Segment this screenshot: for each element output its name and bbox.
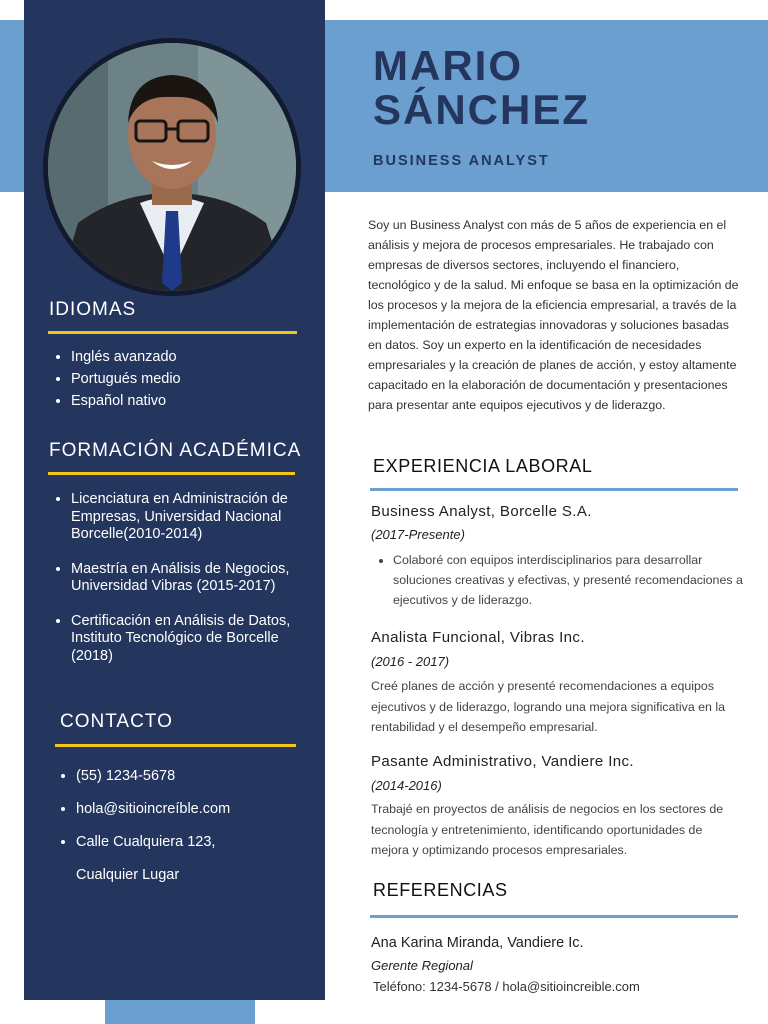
reference-name: Ana Karina Miranda, Vandiere Ic.	[371, 935, 584, 951]
job-description: Trabajé en proyectos de análisis de negocios en los sectores de tecnología y entretenimiento, identificando oportunidades de mejora y optimizando procesos empresariales.	[371, 802, 724, 857]
job-title: Analista Funcional, Vibras Inc.	[371, 629, 585, 646]
contact-email[interactable]: • hola@sitioincreíble.com	[76, 799, 326, 819]
contact-address-line2: Cualquier Lugar	[76, 867, 180, 883]
job-dates: (2017-Presente)	[371, 527, 465, 542]
contact-heading: CONTACTO	[60, 711, 173, 732]
contact-divider	[55, 744, 296, 747]
contact-list	[54, 766, 326, 898]
contact-address-line1: Calle Cualquiera 123,	[76, 834, 216, 850]
languages-heading: IDIOMAS	[49, 299, 137, 320]
job-bullets	[371, 550, 763, 610]
education-heading: FORMACIÓN ACADÉMICA	[49, 440, 302, 461]
references-heading: REFERENCIAS	[373, 880, 508, 900]
reference-contact[interactable]: Teléfono: 1234-5678 / hola@sitioincreible.com	[373, 979, 640, 994]
contact-phone[interactable]: • (55) 1234-5678	[76, 766, 326, 786]
education-item: • Certificación en Análisis de Datos, Instituto Tecnológico de Borcelle (2018)	[71, 613, 323, 666]
job-description: Creé planes de acción y presenté recomendaciones a equipos ejecutivos y de liderazgo, logrando una mejora significativa en la rentabilidad y el desempeño empresarial.	[371, 679, 726, 734]
profile-summary: Soy un Business Analyst con más de 5 años de experiencia en el análisis y mejora de procesos empresariales. He trabajado con empresas de diversos sectores, incluyendo el financiero, tecnológico y de la salud. Mi enfoque se basa en la optimización de los procesos y la mejora de la eficiencia empresarial, a través de la implementación de estrategias innovadoras y soluciones basadas en datos. Soy un experto en la identificación de necesidades empresariales y la creación de planes de acción, y estoy altamente capacitado en la elaboración de documentación y presentaciones para presentar ante equipos ejecutivos y de liderazgo.	[368, 218, 739, 412]
profile-photo	[43, 38, 301, 296]
bottom-accent-bar	[105, 1000, 255, 1024]
education-item: • Maestría en Análisis de Negocios, Universidad Vibras (2015-2017)	[71, 561, 323, 596]
job-title: Business Analyst, Borcelle S.A.	[371, 503, 592, 520]
job-bullet: • Colaboré con equipos interdisciplinarios para desarrollar soluciones creativas y efectivas, y presenté recomendaciones a ejecutivos y de liderazgo.	[393, 550, 763, 610]
job-role: BUSINESS ANALYST	[373, 153, 550, 169]
language-item: • Portugués medio	[71, 371, 321, 389]
contact-address	[76, 832, 326, 885]
experience-divider	[370, 488, 738, 491]
person-portrait-icon	[48, 43, 296, 291]
education-item: • Licenciatura en Administración de Empresas, Universidad Nacional Borcelle(2010-2014)	[71, 491, 323, 544]
last-name: SÁNCHEZ	[373, 86, 591, 133]
education-list	[49, 491, 323, 682]
job-dates: (2016 - 2017)	[371, 654, 450, 669]
language-item: • Inglés avanzado	[71, 349, 321, 367]
first-name: MARIO	[373, 42, 523, 89]
job-dates: (2014-2016)	[371, 778, 442, 793]
education-divider	[48, 472, 295, 475]
experience-heading: EXPERIENCIA LABORAL	[373, 456, 593, 476]
reference-position: Gerente Regional	[371, 958, 473, 973]
languages-list	[49, 349, 321, 415]
job-title: Pasante Administrativo, Vandiere Inc.	[371, 753, 634, 770]
candidate-name	[373, 44, 590, 132]
languages-divider	[48, 331, 297, 334]
language-item: • Español nativo	[71, 393, 321, 411]
references-divider	[370, 915, 738, 918]
